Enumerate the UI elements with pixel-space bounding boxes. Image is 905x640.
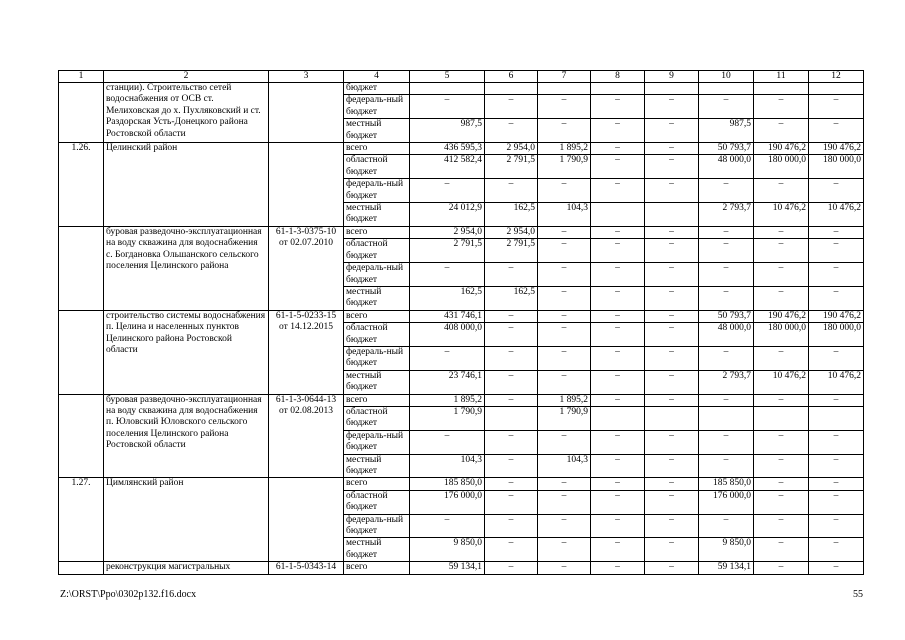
amount-cell: –: [645, 478, 699, 490]
amount-cell: –: [410, 95, 485, 119]
amount-cell: 1 895,2: [538, 143, 591, 155]
amount-cell: –: [645, 155, 699, 179]
budget-source: областной бюджет: [344, 155, 410, 179]
amount-cell: –: [485, 95, 538, 119]
amount-cell: –: [754, 179, 809, 203]
table-row: [59, 143, 864, 155]
amount-cell: –: [699, 454, 754, 478]
amount-cell: –: [485, 490, 538, 514]
amount-cell: 23 746,1: [410, 370, 485, 394]
amount-cell: 162,5: [410, 286, 485, 310]
object-name: Целинский район: [104, 143, 269, 227]
amount-cell: –: [591, 179, 645, 203]
amount-cell: –: [809, 538, 864, 562]
amount-cell: –: [809, 119, 864, 143]
amount-cell: –: [754, 538, 809, 562]
amount-cell: 9 850,0: [699, 538, 754, 562]
amount-cell: –: [754, 478, 809, 490]
amount-cell: –: [538, 95, 591, 119]
amount-cell: 1 790,9: [410, 406, 485, 430]
amount-cell: –: [809, 562, 864, 574]
amount-cell: –: [754, 286, 809, 310]
budget-table: [58, 70, 864, 575]
amount-cell: –: [485, 514, 538, 538]
amount-cell: –: [485, 430, 538, 454]
amount-cell: 190 476,2: [809, 143, 864, 155]
amount-cell: –: [809, 514, 864, 538]
amount-cell: –: [591, 119, 645, 143]
table-row: [59, 310, 864, 322]
amount-cell: –: [485, 179, 538, 203]
budget-source: всего: [344, 394, 410, 406]
amount-cell: –: [645, 514, 699, 538]
budget-source: местный бюджет: [344, 370, 410, 394]
amount-cell: –: [485, 370, 538, 394]
amount-cell: –: [809, 454, 864, 478]
amount-cell: –: [485, 263, 538, 287]
amount-cell: 1 895,2: [538, 394, 591, 406]
amount-cell: –: [645, 226, 699, 238]
amount-cell: –: [538, 179, 591, 203]
amount-cell: –: [591, 95, 645, 119]
amount-cell: –: [809, 226, 864, 238]
amount-cell: –: [591, 514, 645, 538]
column-number: 12: [809, 71, 864, 83]
amount-cell: [809, 406, 864, 430]
amount-cell: –: [591, 263, 645, 287]
column-number: 3: [269, 71, 344, 83]
budget-source: областной бюджет: [344, 406, 410, 430]
amount-cell: 176 000,0: [699, 490, 754, 514]
amount-cell: –: [591, 538, 645, 562]
budget-source: федераль-ный бюджет: [344, 263, 410, 287]
amount-cell: –: [410, 263, 485, 287]
amount-cell: 59 134,1: [699, 562, 754, 574]
column-number: 11: [754, 71, 809, 83]
amount-cell: –: [538, 263, 591, 287]
amount-cell: 408 000,0: [410, 323, 485, 347]
registry-code: [269, 478, 344, 562]
amount-cell: [591, 83, 645, 95]
amount-cell: –: [485, 562, 538, 574]
amount-cell: –: [809, 263, 864, 287]
amount-cell: –: [809, 430, 864, 454]
object-name: станции). Строительство сетей водоснабжения от ОСВ ст. Мелиховская до х. Пухляковский и ст. Раздорская Усть-Донецкого района Ростовской области: [104, 83, 269, 143]
amount-cell: [754, 406, 809, 430]
amount-cell: –: [591, 430, 645, 454]
column-number: 8: [591, 71, 645, 83]
amount-cell: –: [754, 454, 809, 478]
amount-cell: –: [754, 394, 809, 406]
amount-cell: 104,3: [410, 454, 485, 478]
registry-code: [269, 83, 344, 143]
budget-source: федераль-ный бюджет: [344, 179, 410, 203]
amount-cell: 162,5: [485, 203, 538, 227]
amount-cell: –: [591, 490, 645, 514]
amount-cell: [645, 406, 699, 430]
amount-cell: –: [410, 346, 485, 370]
amount-cell: 412 582,4: [410, 155, 485, 179]
amount-cell: 2 954,0: [410, 226, 485, 238]
amount-cell: 2 793,7: [699, 370, 754, 394]
column-number: 10: [699, 71, 754, 83]
amount-cell: –: [538, 490, 591, 514]
amount-cell: –: [699, 239, 754, 263]
table-row: [59, 478, 864, 490]
amount-cell: –: [645, 143, 699, 155]
amount-cell: [410, 83, 485, 95]
amount-cell: 2 954,0: [485, 226, 538, 238]
amount-cell: 2 791,5: [485, 239, 538, 263]
amount-cell: –: [591, 323, 645, 347]
amount-cell: 2 954,0: [485, 143, 538, 155]
amount-cell: –: [809, 95, 864, 119]
amount-cell: 185 850,0: [699, 478, 754, 490]
registry-code: 61-1-5-0343-14: [269, 562, 344, 574]
amount-cell: –: [538, 346, 591, 370]
amount-cell: –: [591, 155, 645, 179]
column-number: 9: [645, 71, 699, 83]
amount-cell: –: [538, 430, 591, 454]
amount-cell: –: [699, 179, 754, 203]
amount-cell: [645, 83, 699, 95]
amount-cell: 987,5: [699, 119, 754, 143]
amount-cell: –: [645, 562, 699, 574]
registry-code: 61-1-3-0375-10 от 02.07.2010: [269, 226, 344, 310]
amount-cell: 2 791,5: [485, 155, 538, 179]
amount-cell: –: [485, 394, 538, 406]
amount-cell: –: [645, 430, 699, 454]
amount-cell: –: [699, 95, 754, 119]
amount-cell: 9 850,0: [410, 538, 485, 562]
budget-source: всего: [344, 562, 410, 574]
amount-cell: 1 790,9: [538, 155, 591, 179]
budget-source: всего: [344, 143, 410, 155]
item-number: [59, 394, 104, 478]
object-name: буровая разведочно-эксплуатационная на воду скважина для водоснабжения с. Богдановка Ольшанского сельского поселения Целинского района: [104, 226, 269, 310]
item-number: [59, 562, 104, 574]
budget-source: местный бюджет: [344, 203, 410, 227]
amount-cell: –: [699, 286, 754, 310]
column-number: 4: [344, 71, 410, 83]
amount-cell: [754, 83, 809, 95]
budget-source: федераль-ный бюджет: [344, 514, 410, 538]
amount-cell: –: [591, 370, 645, 394]
budget-source: местный бюджет: [344, 538, 410, 562]
amount-cell: –: [645, 346, 699, 370]
amount-cell: –: [754, 430, 809, 454]
amount-cell: –: [591, 286, 645, 310]
amount-cell: –: [809, 394, 864, 406]
column-number: 1: [59, 71, 104, 83]
amount-cell: –: [754, 239, 809, 263]
amount-cell: 180 000,0: [809, 323, 864, 347]
amount-cell: –: [538, 538, 591, 562]
amount-cell: –: [754, 95, 809, 119]
amount-cell: –: [645, 119, 699, 143]
amount-cell: –: [699, 514, 754, 538]
amount-cell: 59 134,1: [410, 562, 485, 574]
amount-cell: –: [645, 538, 699, 562]
table-row: [59, 83, 864, 95]
registry-code: [269, 143, 344, 227]
column-number: 7: [538, 71, 591, 83]
amount-cell: –: [591, 562, 645, 574]
amount-cell: –: [410, 514, 485, 538]
amount-cell: –: [591, 239, 645, 263]
amount-cell: –: [699, 263, 754, 287]
amount-cell: –: [645, 286, 699, 310]
budget-source: местный бюджет: [344, 454, 410, 478]
amount-cell: –: [538, 370, 591, 394]
amount-cell: –: [538, 239, 591, 263]
amount-cell: –: [754, 562, 809, 574]
column-number: 2: [104, 71, 269, 83]
amount-cell: –: [809, 286, 864, 310]
budget-source: местный бюджет: [344, 286, 410, 310]
amount-cell: [591, 203, 645, 227]
amount-cell: –: [754, 514, 809, 538]
amount-cell: –: [538, 478, 591, 490]
amount-cell: –: [538, 323, 591, 347]
amount-cell: –: [809, 490, 864, 514]
table-row: [59, 226, 864, 238]
amount-cell: 180 000,0: [754, 155, 809, 179]
amount-cell: –: [485, 454, 538, 478]
amount-cell: 190 476,2: [754, 143, 809, 155]
amount-cell: 48 000,0: [699, 155, 754, 179]
amount-cell: –: [645, 490, 699, 514]
amount-cell: –: [754, 226, 809, 238]
item-number: [59, 226, 104, 310]
amount-cell: –: [485, 310, 538, 322]
amount-cell: [591, 406, 645, 430]
item-number: 1.26.: [59, 143, 104, 227]
amount-cell: 180 000,0: [754, 323, 809, 347]
amount-cell: –: [645, 95, 699, 119]
amount-cell: 10 476,2: [754, 203, 809, 227]
object-name: буровая разведочно-эксплуатационная на воду скважина для водоснабжения п. Юловский Юловского сельского поселения Целинского района Ростовской области: [104, 394, 269, 478]
page-number: 55: [853, 589, 863, 600]
amount-cell: –: [485, 119, 538, 143]
amount-cell: –: [645, 179, 699, 203]
amount-cell: 104,3: [538, 454, 591, 478]
amount-cell: –: [591, 394, 645, 406]
amount-cell: –: [645, 263, 699, 287]
amount-cell: 48 000,0: [699, 323, 754, 347]
amount-cell: –: [410, 179, 485, 203]
amount-cell: –: [410, 430, 485, 454]
amount-cell: –: [809, 346, 864, 370]
amount-cell: [538, 83, 591, 95]
amount-cell: 104,3: [538, 203, 591, 227]
amount-cell: –: [645, 454, 699, 478]
amount-cell: 176 000,0: [410, 490, 485, 514]
budget-source: федераль-ный бюджет: [344, 346, 410, 370]
amount-cell: –: [591, 143, 645, 155]
budget-source: областной бюджет: [344, 323, 410, 347]
amount-cell: –: [485, 346, 538, 370]
budget-source: областной бюджет: [344, 490, 410, 514]
amount-cell: 24 012,9: [410, 203, 485, 227]
document-path: Z:\ORST\Ppo\0302p132.f16.docx: [60, 589, 197, 600]
amount-cell: –: [591, 310, 645, 322]
amount-cell: [699, 83, 754, 95]
amount-cell: –: [538, 514, 591, 538]
amount-cell: 190 476,2: [809, 310, 864, 322]
amount-cell: –: [485, 323, 538, 347]
budget-source: федераль-ный бюджет: [344, 95, 410, 119]
amount-cell: –: [754, 346, 809, 370]
amount-cell: –: [538, 562, 591, 574]
amount-cell: –: [485, 478, 538, 490]
amount-cell: –: [809, 179, 864, 203]
header-row: [59, 71, 864, 83]
amount-cell: 1 790,9: [538, 406, 591, 430]
amount-cell: –: [591, 454, 645, 478]
budget-source: федераль-ный бюджет: [344, 430, 410, 454]
amount-cell: 190 476,2: [754, 310, 809, 322]
amount-cell: 50 793,7: [699, 143, 754, 155]
amount-cell: [485, 406, 538, 430]
amount-cell: 10 476,2: [809, 203, 864, 227]
amount-cell: 431 746,1: [410, 310, 485, 322]
amount-cell: –: [754, 119, 809, 143]
amount-cell: –: [699, 394, 754, 406]
amount-cell: –: [538, 226, 591, 238]
table-row: [59, 394, 864, 406]
budget-source: всего: [344, 226, 410, 238]
object-name: Цимлянский район: [104, 478, 269, 562]
column-number: 6: [485, 71, 538, 83]
table-row: [59, 562, 864, 574]
item-number: 1.27.: [59, 478, 104, 562]
amount-cell: –: [591, 478, 645, 490]
budget-source: всего: [344, 310, 410, 322]
amount-cell: –: [591, 346, 645, 370]
amount-cell: –: [485, 538, 538, 562]
amount-cell: –: [809, 478, 864, 490]
amount-cell: –: [538, 286, 591, 310]
object-name: строительство системы водоснабжения п. Целина и населенных пунктов Целинского района Ростовской области: [104, 310, 269, 394]
amount-cell: –: [645, 370, 699, 394]
budget-source: областной бюджет: [344, 239, 410, 263]
amount-cell: [809, 83, 864, 95]
item-number: [59, 310, 104, 394]
amount-cell: [485, 83, 538, 95]
amount-cell: 162,5: [485, 286, 538, 310]
amount-cell: –: [645, 239, 699, 263]
amount-cell: –: [591, 226, 645, 238]
amount-cell: 10 476,2: [809, 370, 864, 394]
amount-cell: –: [699, 346, 754, 370]
amount-cell: –: [538, 310, 591, 322]
registry-code: 61-1-5-0233-15 от 14.12.2015: [269, 310, 344, 394]
amount-cell: [699, 406, 754, 430]
amount-cell: 987,5: [410, 119, 485, 143]
amount-cell: –: [538, 119, 591, 143]
amount-cell: –: [754, 263, 809, 287]
amount-cell: 2 791,5: [410, 239, 485, 263]
amount-cell: –: [754, 490, 809, 514]
amount-cell: 436 595,3: [410, 143, 485, 155]
amount-cell: –: [699, 430, 754, 454]
budget-source: местный бюджет: [344, 119, 410, 143]
amount-cell: 1 895,2: [410, 394, 485, 406]
amount-cell: –: [645, 394, 699, 406]
object-name: реконструкция магистральных: [104, 562, 269, 574]
amount-cell: –: [809, 239, 864, 263]
amount-cell: 2 793,7: [699, 203, 754, 227]
item-number: [59, 83, 104, 143]
budget-source: бюджет: [344, 83, 410, 95]
amount-cell: –: [645, 323, 699, 347]
amount-cell: –: [645, 310, 699, 322]
amount-cell: 50 793,7: [699, 310, 754, 322]
amount-cell: 180 000,0: [809, 155, 864, 179]
amount-cell: 10 476,2: [754, 370, 809, 394]
budget-source: всего: [344, 478, 410, 490]
amount-cell: [645, 203, 699, 227]
amount-cell: –: [699, 226, 754, 238]
column-number: 5: [410, 71, 485, 83]
registry-code: 61-1-3-0644-13 от 02.08.2013: [269, 394, 344, 478]
amount-cell: 185 850,0: [410, 478, 485, 490]
